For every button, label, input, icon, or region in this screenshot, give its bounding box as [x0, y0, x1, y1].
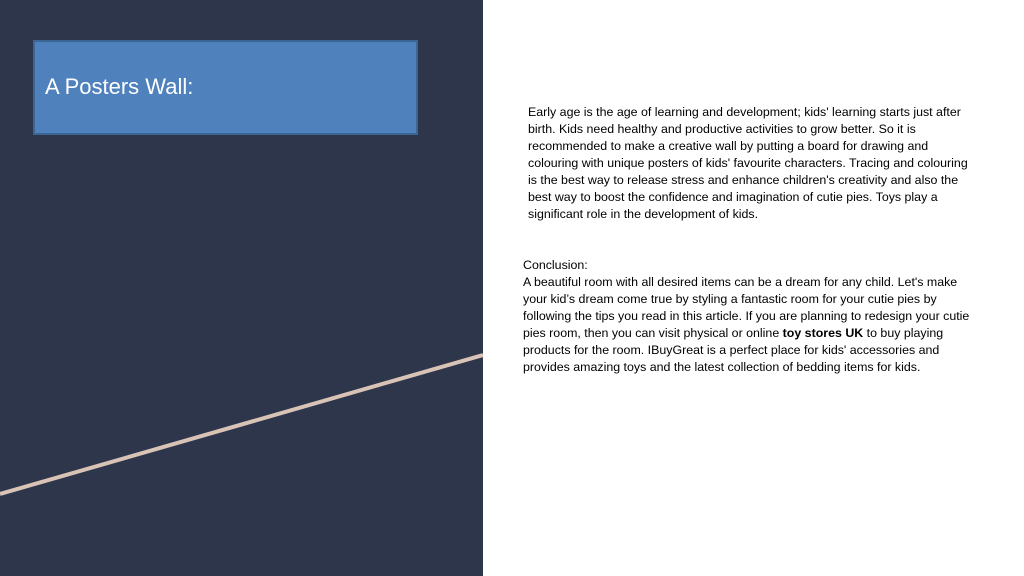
body-paragraph: Early age is the age of learning and development; kids' learning starts just after birth. Kids need healthy and productive activities to grow better. So it is recommended to make a creative wall by putting a board for drawing and colouring with unique posters of kids' favourite characters. Tracing and colouring is the best way to release stress and enhance children's creativity and also the best way to boost the confidence and imagination of cutie pies. Toys play a significant role in the development of kids.: [528, 105, 968, 221]
slide-title: A Posters Wall:: [45, 74, 194, 99]
conclusion-heading: Conclusion:: [523, 258, 588, 272]
title-box: [33, 40, 418, 135]
conclusion-text-after: to buy playing products for the room. IBuyGreat is a perfect place for kids' accessories and provides amazing toys and the latest collection of bedding items for kids.: [523, 326, 944, 374]
left-panel: [0, 0, 483, 576]
conclusion-text-before: A beautiful room with all desired items can be a dream for any child. Let's make your kid’s dream come true by styling a fantastic room for your cutie pies by following the tips you read in this article. If you are planning to redesign your cutie pies room, then you can visit physical or online: [523, 275, 970, 340]
conclusion-text: [523, 274, 975, 376]
conclusion-block: [523, 257, 975, 376]
toy-stores-link[interactable]: toy stores UK: [782, 326, 864, 340]
